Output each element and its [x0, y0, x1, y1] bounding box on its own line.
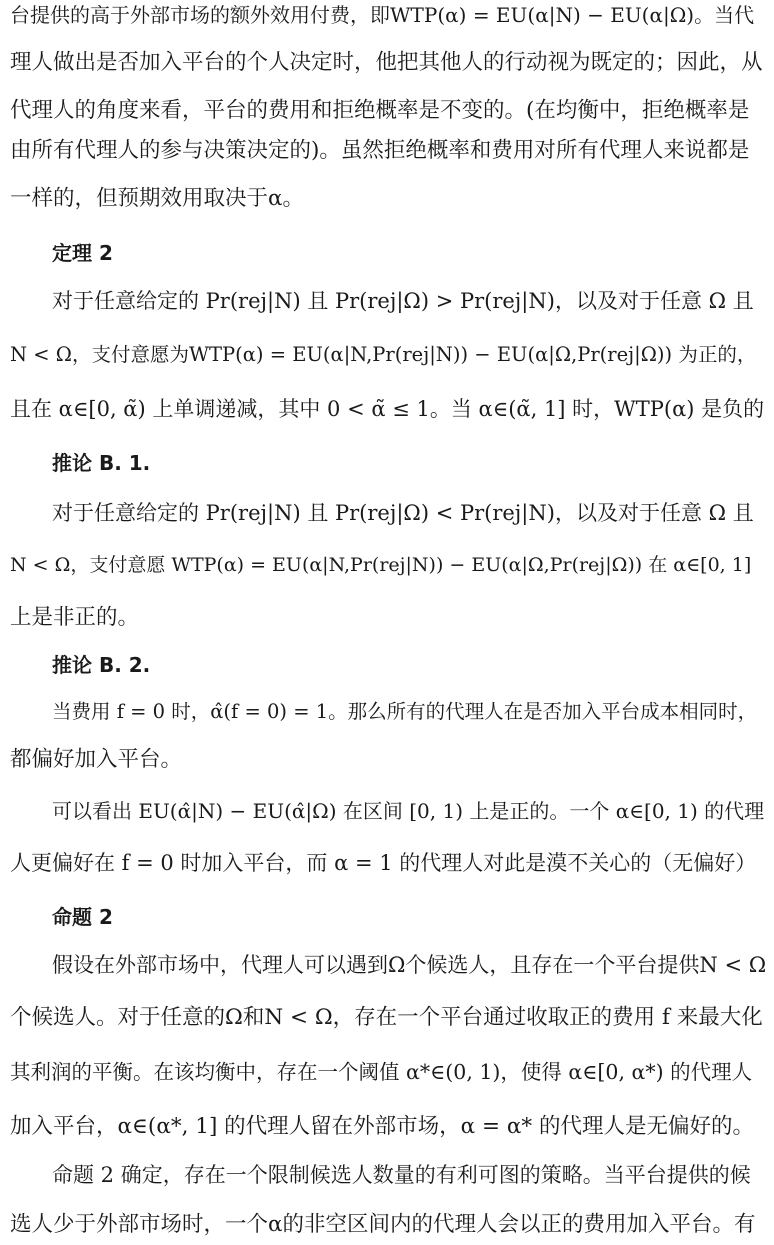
text-line: 且在 α∈[0, α̃) 上单调递减，其中 0 < α̃ ≤ 1。当 α∈(α̃, 1] 时，WTP(α) 是负的	[10, 397, 765, 421]
text-line: N < Ω，支付意愿为WTP(α) = EU(α|N,Pr(rej|N)) − EU(α|Ω,Pr(rej|Ω)) 为正的，	[10, 343, 757, 366]
text-line: 可以看出 EU(α̂|N) − EU(α̂|Ω) 在区间 [0, 1) 上是正的。一个 α∈[0, 1) 的代理	[52, 799, 765, 823]
text-line: 都偏好加入平台。	[10, 747, 183, 772]
text-line: 理人做出是否加入平台的个人决定时，他把其他人的行动视为既定的；因此，从	[10, 50, 763, 75]
text-line: 台提供的高于外部市场的额外效用付费，即WTP(α) = EU(α|N) − EU(α|Ω)。当代	[10, 3, 755, 27]
text-line: 上是非正的。	[10, 605, 140, 630]
section-heading: 推论 B. 2.	[52, 653, 151, 677]
section-heading: 命题 2	[52, 905, 113, 929]
text-line: 代理人的角度来看，平台的费用和拒绝概率是不变的。(在均衡中，拒绝概率是	[10, 98, 750, 123]
text-line: 对于任意给定的 Pr(rej|N) 且 Pr(rej|Ω) > Pr(rej|N)，以及对于任意 Ω 且	[52, 289, 754, 313]
text-line: 对于任意给定的 Pr(rej|N) 且 Pr(rej|Ω) < Pr(rej|N)，以及对于任意 Ω 且	[52, 501, 754, 525]
text-line: 个候选人。对于任意的Ω和N < Ω，存在一个平台通过收取正的费用 f 来最大化	[10, 1005, 763, 1030]
text-line: 命题 2 确定，存在一个限制候选人数量的有利可图的策略。当平台提供的候	[52, 1163, 751, 1187]
text-line: 由所有代理人的参与决策决定的)。虽然拒绝概率和费用对所有代理人来说都是	[10, 138, 750, 163]
text-line: N < Ω，支付意愿 WTP(α) = EU(α|N,Pr(rej|N)) − EU(α|Ω,Pr(rej|Ω)) 在 α∈[0, 1]	[10, 554, 752, 576]
text-line: 人更偏好在 f = 0 时加入平台，而 α = 1 的代理人对此是漠不关心的（无偏好）	[10, 851, 757, 875]
text-line: 当费用 f = 0 时，α̂(f = 0) = 1。那么所有的代理人在是否加入平台成本相同时，	[52, 700, 758, 723]
text-line: 选人少于外部市场时，一个α的非空区间内的代理人会以正的费用加入平台。有	[10, 1212, 756, 1237]
section-heading: 定理 2	[52, 241, 113, 265]
text-line: 假设在外部市场中，代理人可以遇到Ω个候选人，且存在一个平台提供N < Ω	[52, 953, 767, 977]
section-heading: 推论 B. 1.	[52, 451, 151, 475]
text-line: 其利润的平衡。在该均衡中，存在一个阈值 α*∈(0, 1)，使得 α∈[0, α*) 的代理人	[10, 1060, 753, 1084]
text-line: 加入平台，α∈(α*, 1] 的代理人留在外部市场，α = α* 的代理人是无偏好的。	[10, 1114, 754, 1139]
text-line: 一样的，但预期效用取决于α。	[10, 186, 305, 211]
